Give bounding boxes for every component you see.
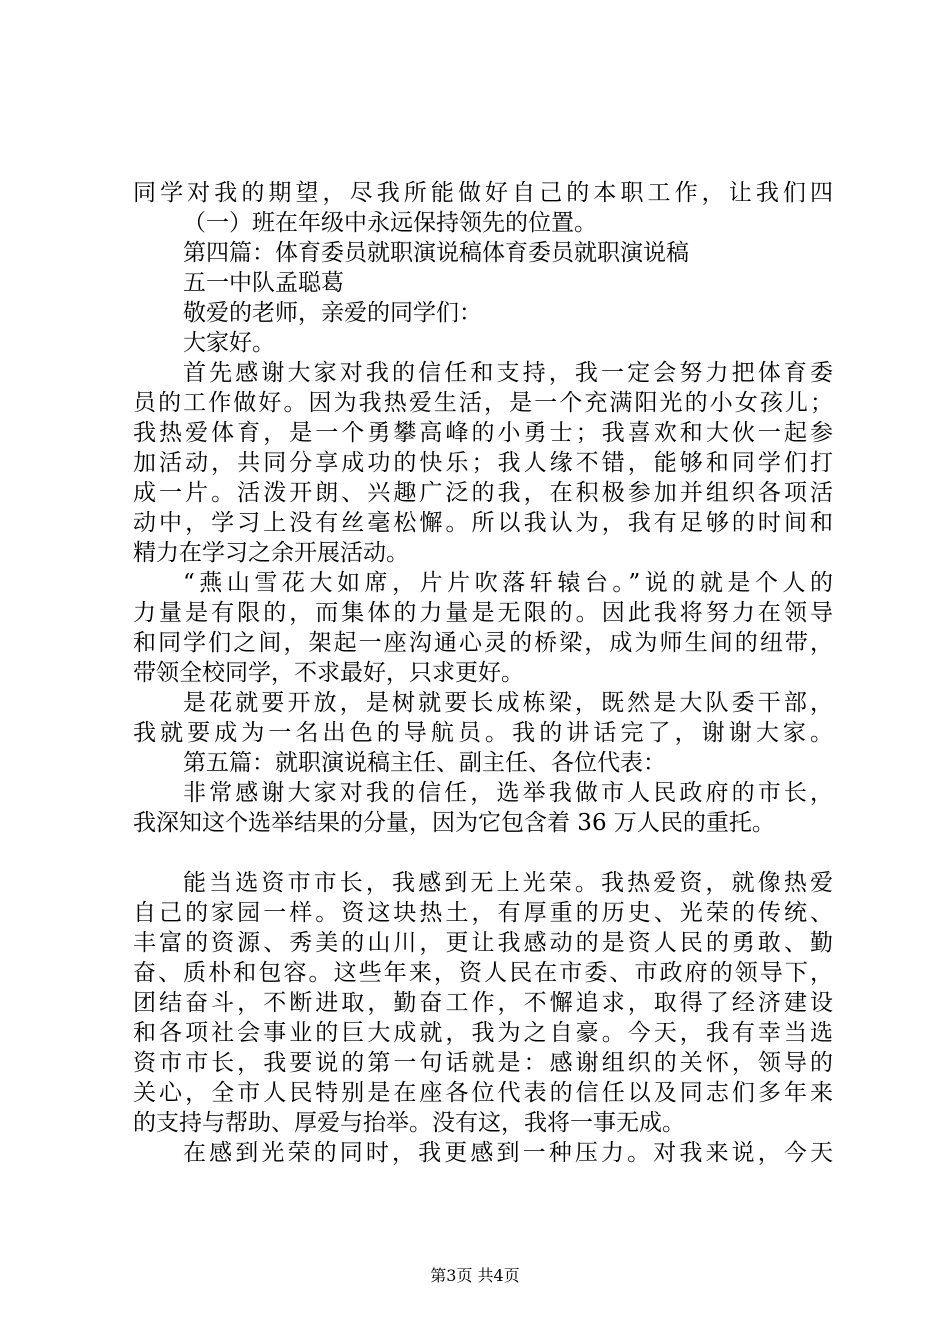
section-heading: 第五篇：就职演说稿主任、副主任、各位代表：	[183, 750, 666, 776]
text-line: 团结奋斗，不断进取，勤奋工作，不懈追求，取得了经济建设	[133, 990, 833, 1016]
text-line: 成一片。活泼开朗、兴趣广泛的我，在积极参加并组织各项活	[133, 480, 833, 506]
text-line: 和各项社会事业的巨大成就，我为之自豪。今天，我有幸当选	[133, 1020, 833, 1046]
section-heading: 第四篇：体育委员就职演说稿体育委员就职演说稿	[183, 240, 689, 266]
text-line: 和同学们之间，架起一座沟通心灵的桥梁，成为师生间的纽带，	[133, 630, 833, 656]
greeting-line: 大家好。	[183, 330, 275, 356]
text-line: 我热爱体育，是一个勇攀高峰的小勇士；我喜欢和大伙一起参	[133, 420, 833, 446]
text-line: 在感到光荣的同时，我更感到一种压力。对我来说，今天	[183, 1140, 833, 1166]
text-line: 关心，全市人民特别是在座各位代表的信任以及同志们多年来	[133, 1080, 833, 1106]
text-line: 是花就要开放，是树就要长成栋梁，既然是大队委干部，	[183, 690, 833, 716]
text-line: 我就要成为一名出色的导航员。我的讲话完了，谢谢大家。	[133, 720, 833, 746]
text-line: 自己的家园一样。资这块热土，有厚重的历史、光荣的传统、	[133, 900, 833, 926]
page-footer: 第3页 共4页	[430, 1266, 520, 1285]
text-line: 非常感谢大家对我的信任，选举我做市人民政府的市长，	[183, 780, 833, 806]
text-line: 奋、质朴和包容。这些年来，资人民在市委、市政府的领导下，	[133, 960, 833, 986]
text-line: 带领全校同学，不求最好，只求更好。	[133, 660, 524, 686]
text-line: 的支持与帮助、厚爱与抬举。没有这，我将一事无成。	[133, 1110, 685, 1136]
text-line: 力量是有限的，而集体的力量是无限的。因此我将努力在领导	[133, 600, 833, 626]
text-line: 资市市长，我要说的第一句话就是：感谢组织的关怀，领导的	[133, 1050, 833, 1076]
text-line: 丰富的资源、秀美的山川，更让我感动的是资人民的勇敢、勤	[133, 930, 833, 956]
text-line: 员的工作做好。因为我热爱生活，是一个充满阳光的小女孩儿；	[133, 390, 833, 416]
text-line: 精力在学习之余开展活动。	[133, 540, 409, 566]
text-line: 加活动，共同分享成功的快乐；我人缘不错，能够和同学们打	[133, 450, 833, 476]
author-line: 五一中队孟聪葛	[183, 270, 344, 296]
text-line: 我深知这个选举结果的分量，因为它包含着 36 万人民的重托。	[133, 810, 775, 836]
text-line: （一）班在年级中永远保持领先的位置。	[183, 210, 597, 236]
salutation-line: 敬爱的老师，亲爱的同学们：	[183, 300, 482, 326]
text-line: 首先感谢大家对我的信任和支持，我一定会努力把体育委	[183, 360, 833, 386]
text-line: 同学对我的期望，尽我所能做好自己的本职工作，让我们四	[133, 180, 833, 206]
text-line: “燕山雪花大如席，片片吹落轩辕台。”说的就是个人的	[183, 570, 833, 596]
text-line: 动中，学习上没有丝毫松懈。所以我认为，我有足够的时间和	[133, 510, 833, 536]
text-line: 能当选资市市长，我感到无上光荣。我热爱资，就像热爱	[183, 870, 833, 896]
